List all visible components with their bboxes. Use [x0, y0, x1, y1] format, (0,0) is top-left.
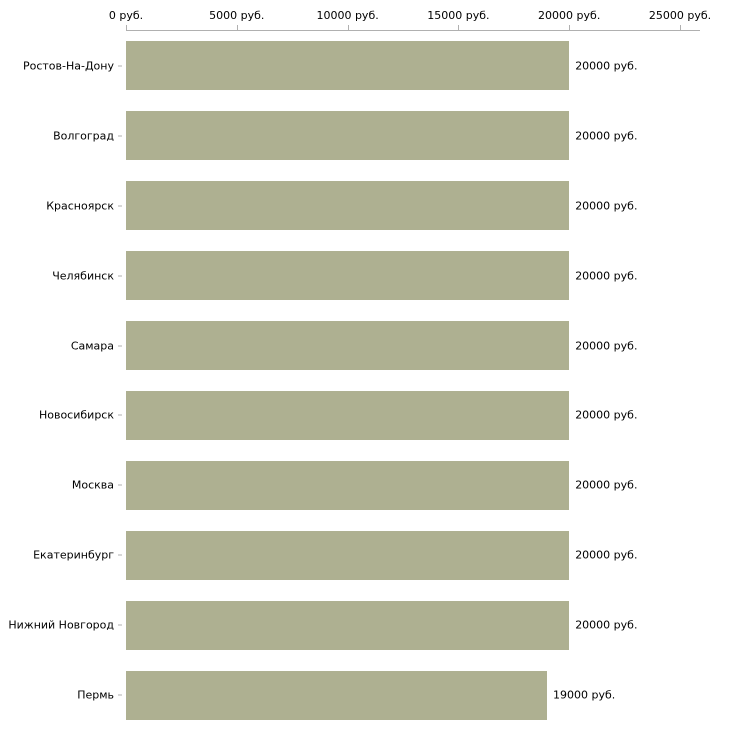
bar-row [126, 41, 700, 90]
x-tick-label: 25000 руб. [648, 9, 712, 22]
bar-row [126, 111, 700, 160]
y-category-label: Ростов-На-Дону [22, 59, 114, 73]
x-tick-label: 5000 руб. [209, 9, 265, 22]
bar-row [126, 531, 700, 580]
y-category-label: Нижний Новгород [8, 618, 114, 632]
x-tick-mark [680, 25, 681, 30]
y-tick-mark [118, 625, 122, 626]
bar-value-label: 20000 руб. [575, 269, 638, 283]
bar-value-label: 19000 руб. [553, 688, 616, 702]
y-category-label: Пермь [77, 688, 114, 702]
y-category-label: Москва [71, 478, 114, 492]
bar-value-label: 20000 руб. [575, 199, 638, 213]
bar-value-label: 20000 руб. [575, 478, 638, 492]
y-tick-mark [118, 65, 122, 66]
bar-row [126, 391, 700, 440]
x-tick-label: 10000 руб. [316, 9, 379, 22]
x-tick-mark [348, 25, 349, 30]
y-tick-mark [118, 485, 122, 486]
bar-row [126, 671, 700, 720]
y-tick-mark [118, 415, 122, 416]
y-category-label: Волгоград [53, 129, 114, 143]
y-category-label: Челябинск [52, 269, 114, 283]
bar[interactable] [126, 391, 569, 440]
x-tick-mark [569, 25, 570, 30]
bar[interactable] [126, 321, 569, 370]
y-tick-mark [118, 205, 122, 206]
plot-area [126, 31, 700, 730]
x-tick-mark [458, 25, 459, 30]
x-tick-label: 15000 руб. [427, 9, 490, 22]
y-tick-mark [118, 135, 122, 136]
bar-row [126, 251, 700, 300]
bar-row [126, 321, 700, 370]
bar-value-label: 20000 руб. [575, 59, 638, 73]
bar[interactable] [126, 461, 569, 510]
bar[interactable] [126, 181, 569, 230]
bar-value-label: 20000 руб. [575, 408, 638, 422]
bar[interactable] [126, 531, 569, 580]
x-axis [0, 0, 730, 32]
y-category-label: Новосибирск [38, 408, 114, 422]
y-tick-mark [118, 695, 122, 696]
x-tick-mark [237, 25, 238, 30]
bar[interactable] [126, 251, 569, 300]
x-tick-label: 0 руб. [108, 9, 144, 22]
bar-value-label: 20000 руб. [575, 618, 638, 632]
y-category-label: Самара [70, 339, 114, 353]
bar[interactable] [126, 111, 569, 160]
y-tick-mark [118, 345, 122, 346]
bar-value-label: 20000 руб. [575, 339, 638, 353]
x-tick-mark [126, 25, 127, 30]
x-tick-label: 20000 руб. [538, 9, 601, 22]
y-tick-mark [118, 555, 122, 556]
bar-value-label: 20000 руб. [575, 129, 638, 143]
bar[interactable] [126, 41, 569, 90]
bar-value-label: 20000 руб. [575, 548, 638, 562]
y-axis-category-labels [0, 31, 122, 730]
bar-row [126, 181, 700, 230]
y-tick-mark [118, 275, 122, 276]
bar[interactable] [126, 601, 569, 650]
y-category-label: Красноярск [46, 199, 114, 213]
bar[interactable] [126, 671, 547, 720]
y-category-label: Екатеринбург [33, 548, 114, 562]
bar-row [126, 601, 700, 650]
bar-row [126, 461, 700, 510]
